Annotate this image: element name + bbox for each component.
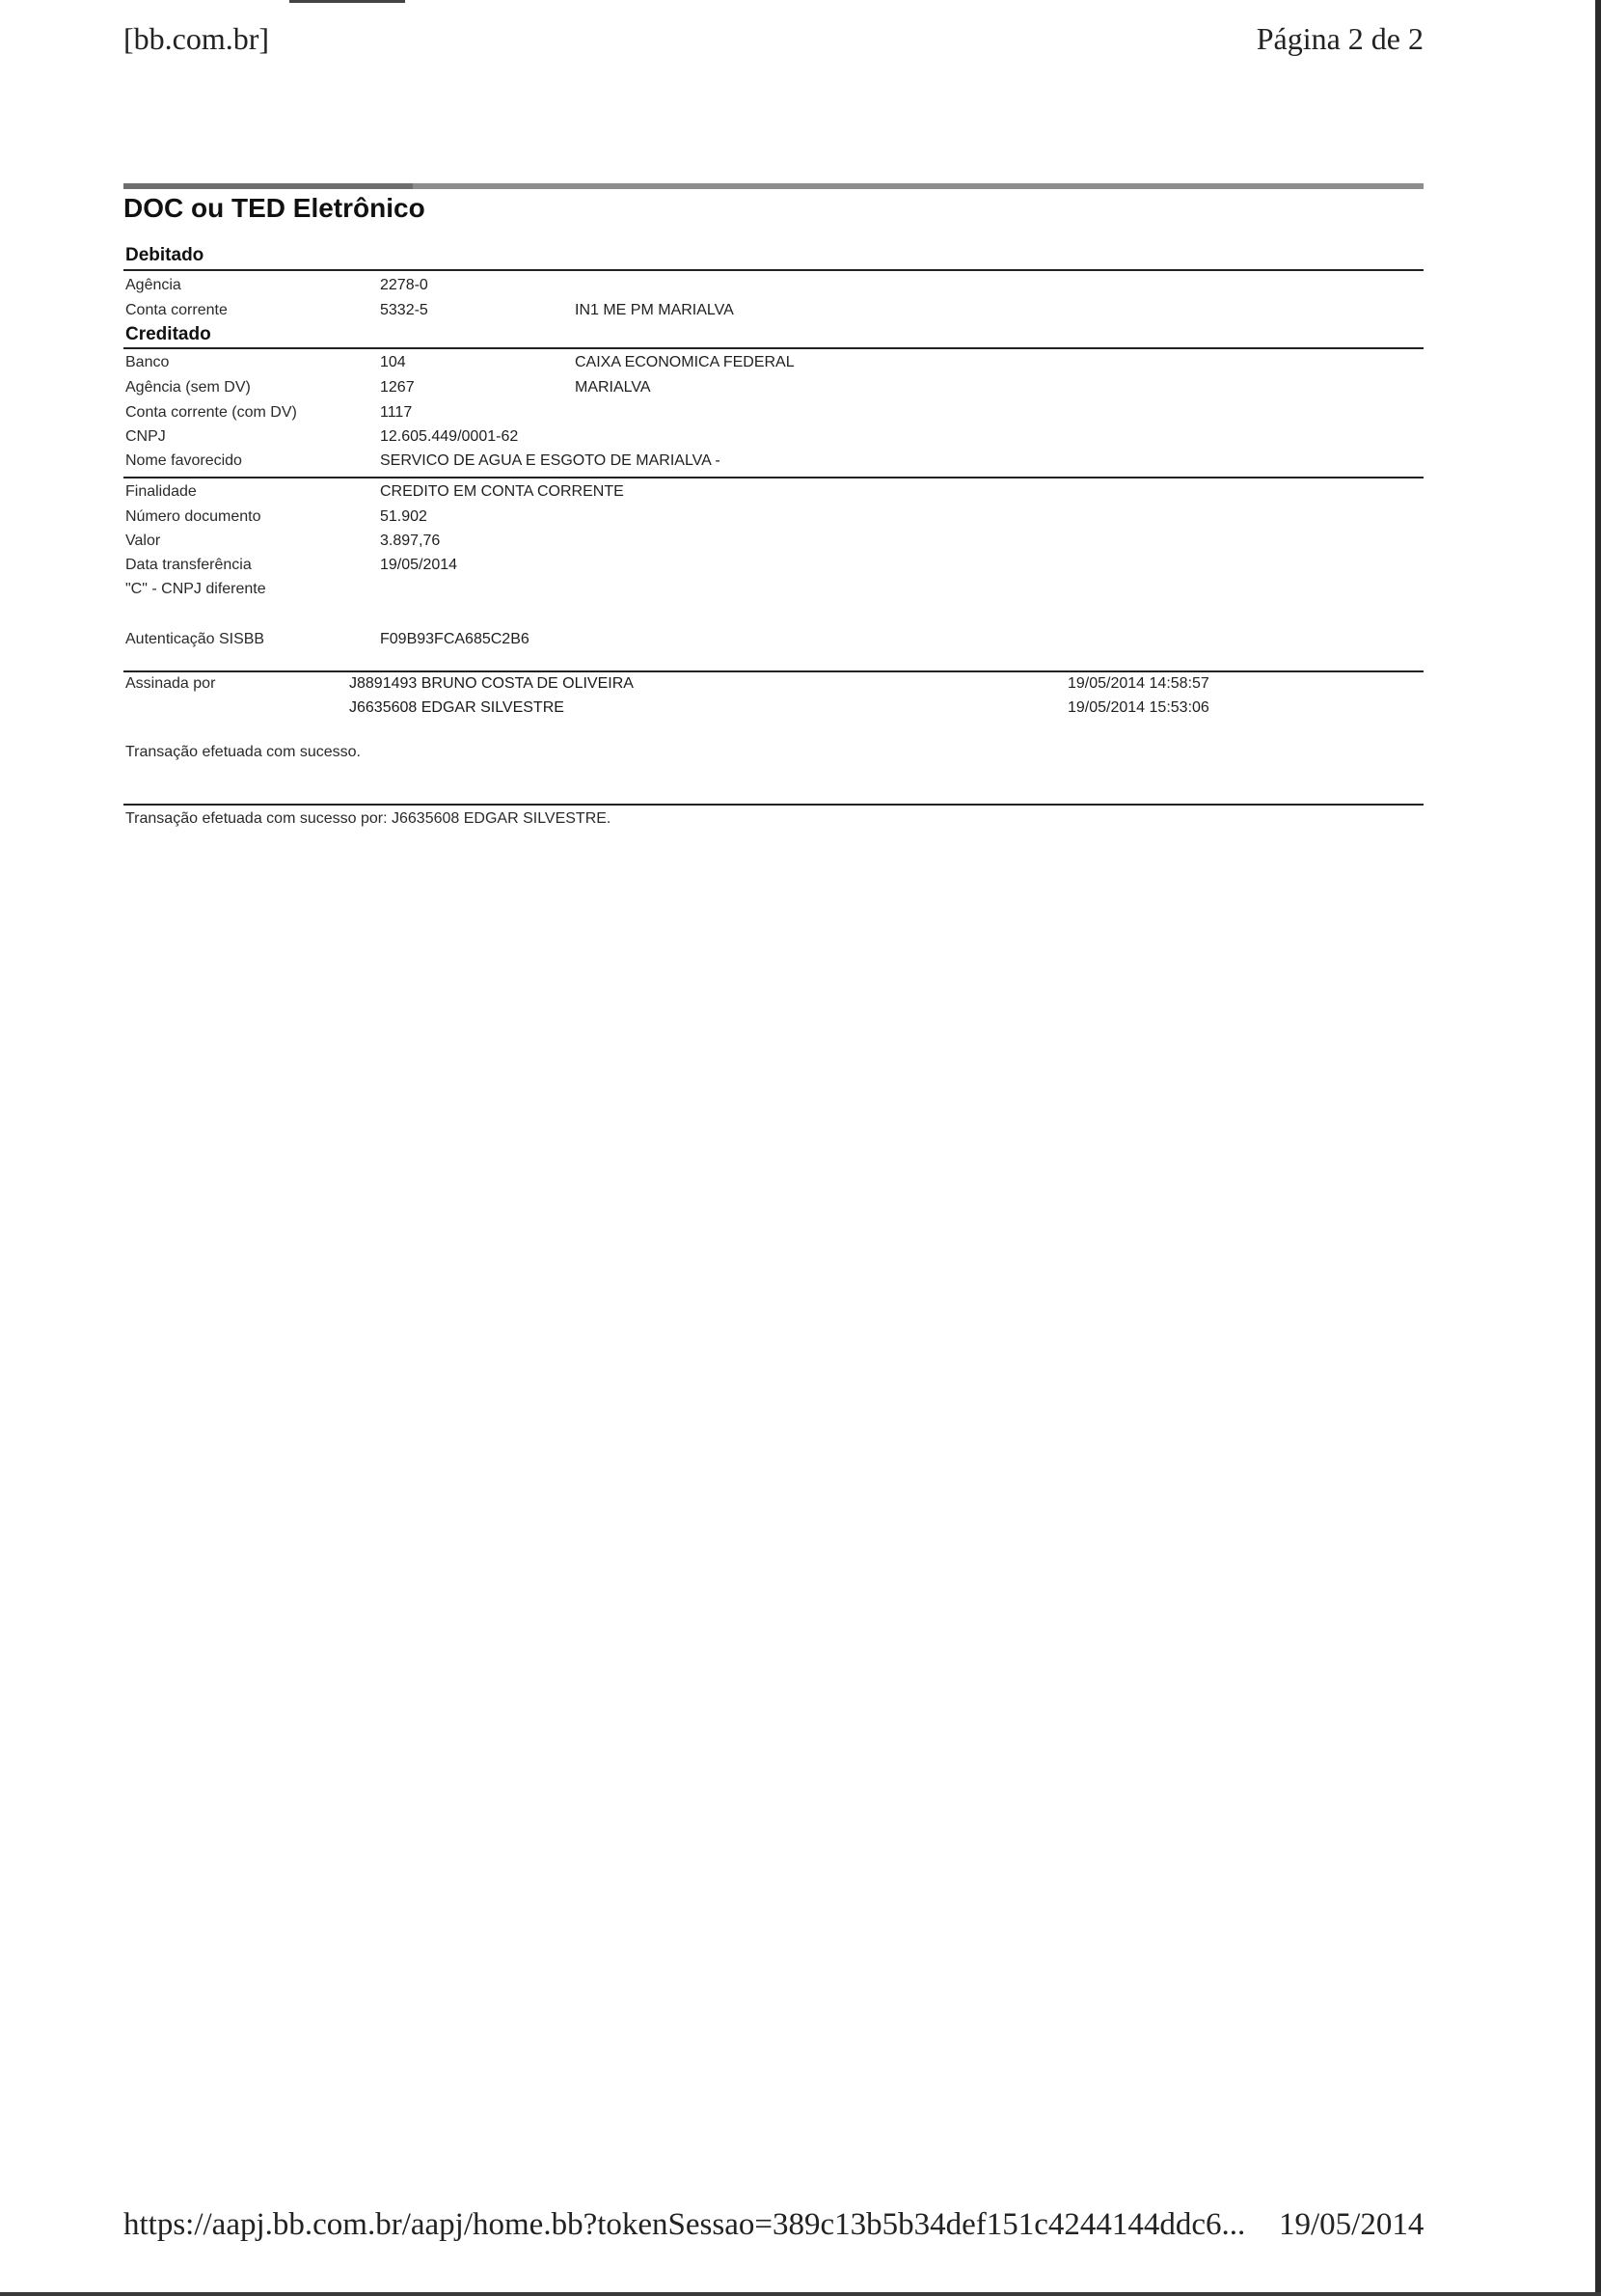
status-footer-message: Transação efetuada com sucesso por: J6635608 EDGAR SILVESTRE. bbox=[125, 810, 611, 827]
value-finalidade: CREDITO EM CONTA CORRENTE bbox=[380, 483, 624, 500]
label-finalidade: Finalidade bbox=[125, 483, 197, 500]
value-data-transferencia: 19/05/2014 bbox=[380, 557, 458, 573]
scan-edge-bottom bbox=[0, 2292, 1601, 2296]
scan-edge-right bbox=[1595, 0, 1601, 2296]
label-conta-corrente: Conta corrente bbox=[125, 302, 228, 318]
signer-name: J8891493 BRUNO COSTA DE OLIVEIRA bbox=[349, 675, 634, 692]
section-debitado: Debitado bbox=[125, 245, 204, 265]
status-message: Transação efetuada com sucesso. bbox=[125, 744, 361, 760]
label-data-transferencia: Data transferência bbox=[125, 557, 252, 573]
label-assinada-por: Assinada por bbox=[125, 675, 216, 692]
label-cnpj: CNPJ bbox=[125, 428, 166, 445]
label-agencia: Agência bbox=[125, 277, 181, 293]
footer-url: https://aapj.bb.com.br/aapj/home.bb?tokenSessao=389c13b5b34def151c4244144ddc6... bbox=[123, 2207, 1246, 2242]
signer-datetime: 19/05/2014 15:53:06 bbox=[1068, 699, 1209, 716]
title-bar-rule bbox=[123, 183, 1424, 189]
page-title: DOC ou TED Eletrônico bbox=[123, 193, 425, 223]
value-banco-nome: CAIXA ECONOMICA FEDERAL bbox=[575, 354, 795, 370]
divider bbox=[123, 347, 1424, 349]
value-agencia-cidade: MARIALVA bbox=[575, 379, 651, 396]
divider bbox=[123, 804, 1424, 806]
label-banco: Banco bbox=[125, 354, 170, 370]
label-agencia-sem-dv: Agência (sem DV) bbox=[125, 379, 251, 396]
value-numero-documento: 51.902 bbox=[380, 508, 427, 525]
header-site: [bb.com.br] bbox=[123, 21, 270, 56]
divider bbox=[123, 269, 1424, 271]
value-nome-favorecido: SERVICO DE AGUA E ESGOTO DE MARIALVA - bbox=[380, 452, 720, 469]
signer-datetime: 19/05/2014 14:58:57 bbox=[1068, 675, 1209, 692]
value-titular: IN1 ME PM MARIALVA bbox=[575, 302, 734, 318]
label-numero-documento: Número documento bbox=[125, 508, 261, 525]
divider bbox=[123, 477, 1424, 478]
label-conta-com-dv: Conta corrente (com DV) bbox=[125, 404, 297, 421]
value-valor: 3.897,76 bbox=[380, 533, 441, 549]
label-valor: Valor bbox=[125, 533, 161, 549]
label-autenticacao: Autenticação SISBB bbox=[125, 631, 265, 647]
header-page-number: Página 2 de 2 bbox=[1256, 21, 1424, 56]
value-cnpj: 12.605.449/0001-62 bbox=[380, 428, 519, 445]
value-agencia-sem-dv: 1267 bbox=[380, 379, 415, 396]
note-cnpj-diferente: "C" - CNPJ diferente bbox=[125, 581, 266, 597]
label-nome-favorecido: Nome favorecido bbox=[125, 452, 242, 469]
value-banco: 104 bbox=[380, 354, 406, 370]
footer-date: 19/05/2014 bbox=[1279, 2207, 1425, 2242]
value-agencia: 2278-0 bbox=[380, 277, 428, 293]
scan-artifact bbox=[289, 0, 405, 3]
value-autenticacao: F09B93FCA685C2B6 bbox=[380, 631, 529, 647]
value-conta-corrente: 5332-5 bbox=[380, 302, 428, 318]
signer-name: J6635608 EDGAR SILVESTRE bbox=[349, 699, 564, 716]
section-creditado: Creditado bbox=[125, 324, 211, 344]
value-conta-com-dv: 1117 bbox=[380, 404, 413, 421]
divider bbox=[123, 670, 1424, 672]
